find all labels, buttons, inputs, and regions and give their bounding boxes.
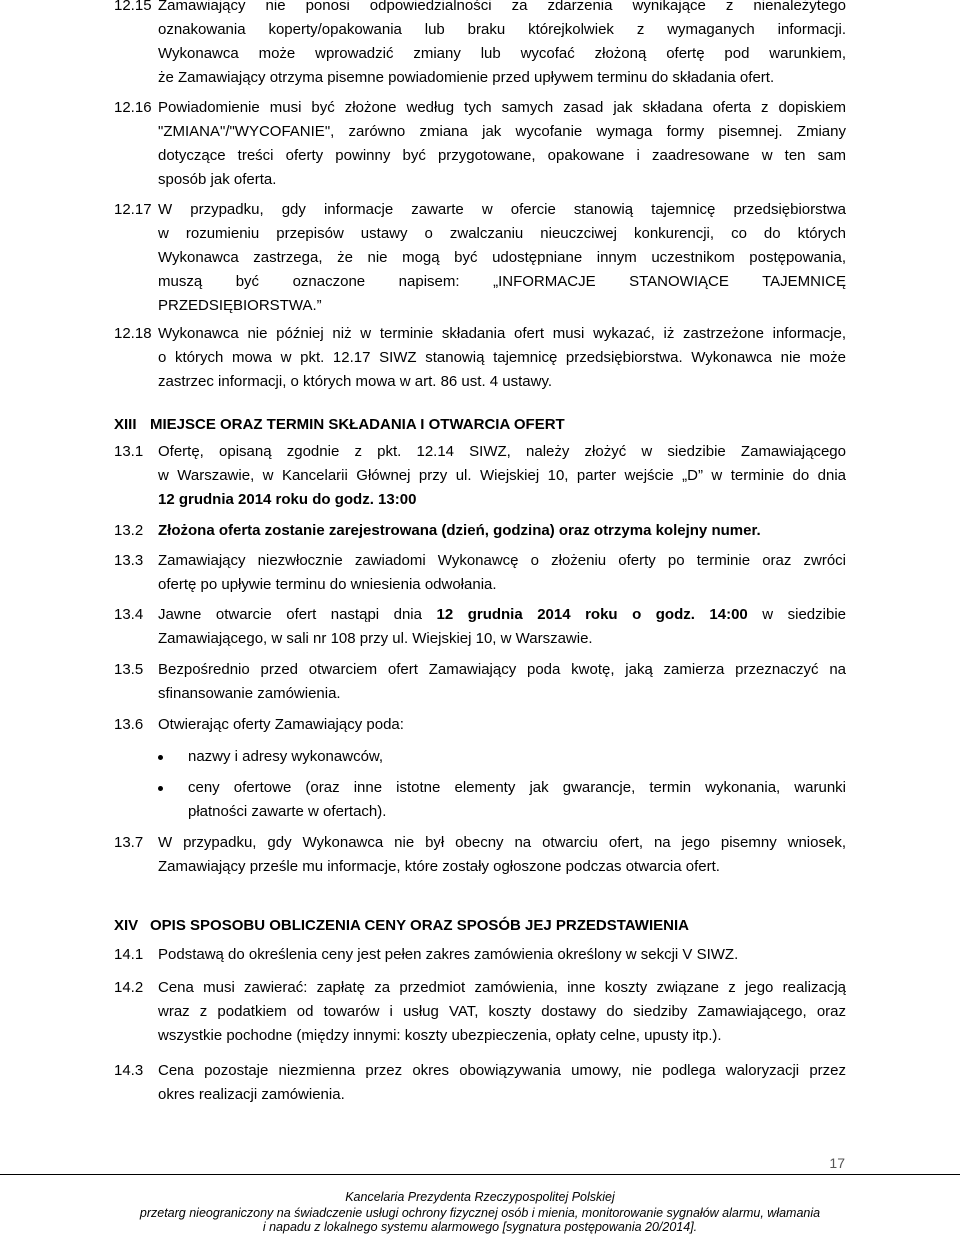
paragraph-13-2 [114, 519, 846, 543]
section-number: XIV [114, 917, 139, 934]
paragraph-line: Zamawiający niezwłocznie zawiadomi Wykonawcę o złożeniu oferty po terminie oraz zwróci [158, 552, 846, 569]
paragraph-line: W przypadku, gdy informacje zawarte w ofercie stanowią tajemnicę przedsiębiorstwa [158, 201, 846, 218]
paragraph-12-17 [114, 198, 846, 318]
paragraph-line: w Warszawie, w Kancelarii Głównej przy ul. Wiejskiej 10, parter wejście „D” w terminie do dnia [158, 467, 846, 484]
list-item-text: płatności zawarte w ofertach). [188, 803, 387, 820]
bullet-icon [158, 755, 163, 760]
deadline-date: 12 grudnia 2014 roku do godz. 13:00 [158, 491, 417, 508]
paragraph-number: 14.1 [114, 946, 144, 963]
section-title: MIEJSCE ORAZ TERMIN SKŁADANIA I OTWARCIA OFERT [150, 416, 565, 433]
list-item-text: nazwy i adresy wykonawców, [188, 748, 384, 765]
paragraph-line: ofertę po upływie terminu do wniesienia odwołania. [158, 576, 497, 593]
paragraph-line: Zamawiający prześle mu informacje, które zostały ogłoszone podczas otwarcia ofert. [158, 858, 720, 875]
paragraph-line: dotyczące treści oferty powinny być przygotowane, opakowane i zaadresowane w ten sam [158, 147, 846, 164]
paragraph-13-3 [114, 549, 846, 597]
paragraph-line: "ZMIANA"/"WYCOFANIE", zarówno zmiana jak wycofanie wymaga formy pisemnej. Zmiany [158, 123, 846, 140]
paragraph-13-5 [114, 658, 846, 706]
paragraph-line: oznakowania koperty/opakowania lub braku którejkolwiek z wymaganych informacji. [158, 21, 846, 38]
paragraph-line: w rozumieniu przepisów ustawy o zwalczaniu nieuczciwej konkurencji, co do których [158, 225, 846, 242]
paragraph-line: Zamawiający nie ponosi odpowiedzialności za zdarzenia wynikające z nienależytego [158, 0, 846, 14]
paragraph-line: o których mowa w pkt. 12.17 SIWZ stanowią tajemnicę przedsiębiorstwa. Wykonawca nie może [158, 349, 846, 366]
paragraph-number: 13.7 [114, 834, 144, 851]
paragraph-number: 13.1 [114, 443, 144, 460]
paragraph-12-18 [114, 322, 846, 394]
text-run: Jawne otwarcie ofert nastąpi dnia [158, 606, 437, 623]
paragraph-line: Wykonawca nie później niż w terminie składania ofert musi wykazać, iż zastrzeżone informacje, [158, 325, 846, 342]
list-item [158, 776, 846, 824]
paragraph-number: 13.3 [114, 552, 144, 569]
text-run: w siedzibie [747, 606, 846, 623]
paragraph-line: Ofertę, opisaną zgodnie z pkt. 12.14 SIWZ, należy złożyć w siedzibie Zamawiającego [158, 443, 846, 460]
paragraph-number: 13.4 [114, 606, 144, 623]
paragraph-line: Wykonawca może wprowadzić zmiany lub wycofać złożoną ofertę pod warunkiem, [158, 45, 846, 62]
paragraph-13-1 [114, 440, 846, 512]
paragraph-14-2 [114, 976, 846, 1048]
paragraph-line: muszą być oznaczone napisem: „INFORMACJE STANOWIĄCE TAJEMNICĘ [158, 273, 846, 290]
paragraph-line: sposób jak oferta. [158, 171, 277, 188]
paragraph-line: Cena musi zawierać: zapłatę za przedmiot zamówienia, inne koszty związane z jego realizacją [158, 979, 846, 996]
paragraph-number: 13.2 [114, 522, 144, 539]
paragraph-line: wszystkie pochodne (między innymi: koszty ubezpieczenia, opłaty celne, upusty itp.). [158, 1027, 722, 1044]
paragraph-line: okres realizacji zamówienia. [158, 1086, 345, 1103]
list-item-text: ceny ofertowe (oraz inne istotne elementy jak gwarancje, termin wykonania, warunki [188, 779, 846, 796]
footer-line: Kancelaria Prezydenta Rzeczypospolitej Polskiej [345, 1190, 615, 1204]
paragraph-13-6 [114, 713, 846, 737]
footer-line: przetarg nieograniczony na świadczenie usługi ochrony fizycznej osób i mienia, monitorowanie sygnałów alarmu, włamania [139, 1206, 821, 1220]
paragraph-13-4 [114, 603, 846, 651]
paragraph-number: 13.6 [114, 716, 144, 733]
page-number: 17 [829, 1155, 845, 1171]
footer-line: i napadu z lokalnego systemu alarmowego [sygnatura postępowania 20/2014]. [262, 1220, 698, 1234]
paragraph-12-15 [114, 0, 846, 90]
paragraph-line: W przypadku, gdy Wykonawca nie był obecny na otwarciu ofert, na jego pisemny wniosek, [158, 834, 846, 851]
paragraph-13-7 [114, 831, 846, 879]
paragraph-line: Wykonawca zastrzega, że nie mogą być udostępniane innym uczestnikom postępowania, [158, 249, 846, 266]
paragraph-line: Otwierając oferty Zamawiający poda: [158, 716, 404, 733]
paragraph-number: 12.17 [114, 201, 152, 218]
paragraph-line: Powiadomienie musi być złożone według tych samych zasad jak składana oferta z dopiskiem [158, 99, 846, 116]
paragraph-number: 12.15 [114, 0, 152, 14]
paragraph-number: 14.2 [114, 979, 144, 996]
paragraph-number: 12.16 [114, 99, 152, 116]
section-number: XIII [114, 416, 137, 433]
paragraph-line: Cena pozostaje niezmienna przez okres obowiązywania umowy, nie podlega waloryzacji przez [158, 1062, 846, 1079]
paragraph-number: 14.3 [114, 1062, 144, 1079]
paragraph-line: Podstawą do określenia ceny jest pełen zakres zamówienia określony w sekcji V SIWZ. [158, 946, 739, 963]
paragraph-line: zastrzec informacji, o których mowa w art. 86 ust. 4 ustawy. [158, 373, 553, 390]
section-title: OPIS SPOSOBU OBLICZENIA CENY ORAZ SPOSÓB JEJ PRZEDSTAWIENIA [150, 917, 689, 934]
paragraph-line: że Zamawiający otrzyma pisemne powiadomienie przed upływem terminu do składania ofert. [158, 69, 775, 86]
paragraph-14-3 [114, 1059, 846, 1107]
paragraph-line: Zamawiającego, w sali nr 108 przy ul. Wiejskiej 10, w Warszawie. [158, 630, 593, 647]
paragraph-line: Bezpośrednio przed otwarciem ofert Zamawiający poda kwotę, jaką zamierza przeznaczyć na [158, 661, 846, 678]
paragraph-line: PRZEDSIĘBIORSTWA.” [158, 297, 322, 314]
paragraph-line [158, 603, 846, 627]
paragraph-line: Złożona oferta zostanie zarejestrowana (dzień, godzina) oraz otrzyma kolejny numer. [158, 522, 761, 539]
list-item [158, 745, 846, 769]
paragraph-14-1 [114, 943, 846, 967]
paragraph-12-16 [114, 96, 846, 192]
bullet-icon [158, 786, 163, 791]
paragraph-line: wraz z podatkiem od towarów i usług VAT, koszty dostawy do siedziby Zamawiającego, oraz [158, 1003, 846, 1020]
opening-date: 12 grudnia 2014 roku o godz. 14:00 [436, 606, 748, 623]
footer-divider [0, 1174, 960, 1175]
paragraph-number: 12.18 [114, 325, 152, 342]
paragraph-number: 13.5 [114, 661, 144, 678]
paragraph-line: sfinansowanie zamówienia. [158, 685, 341, 702]
